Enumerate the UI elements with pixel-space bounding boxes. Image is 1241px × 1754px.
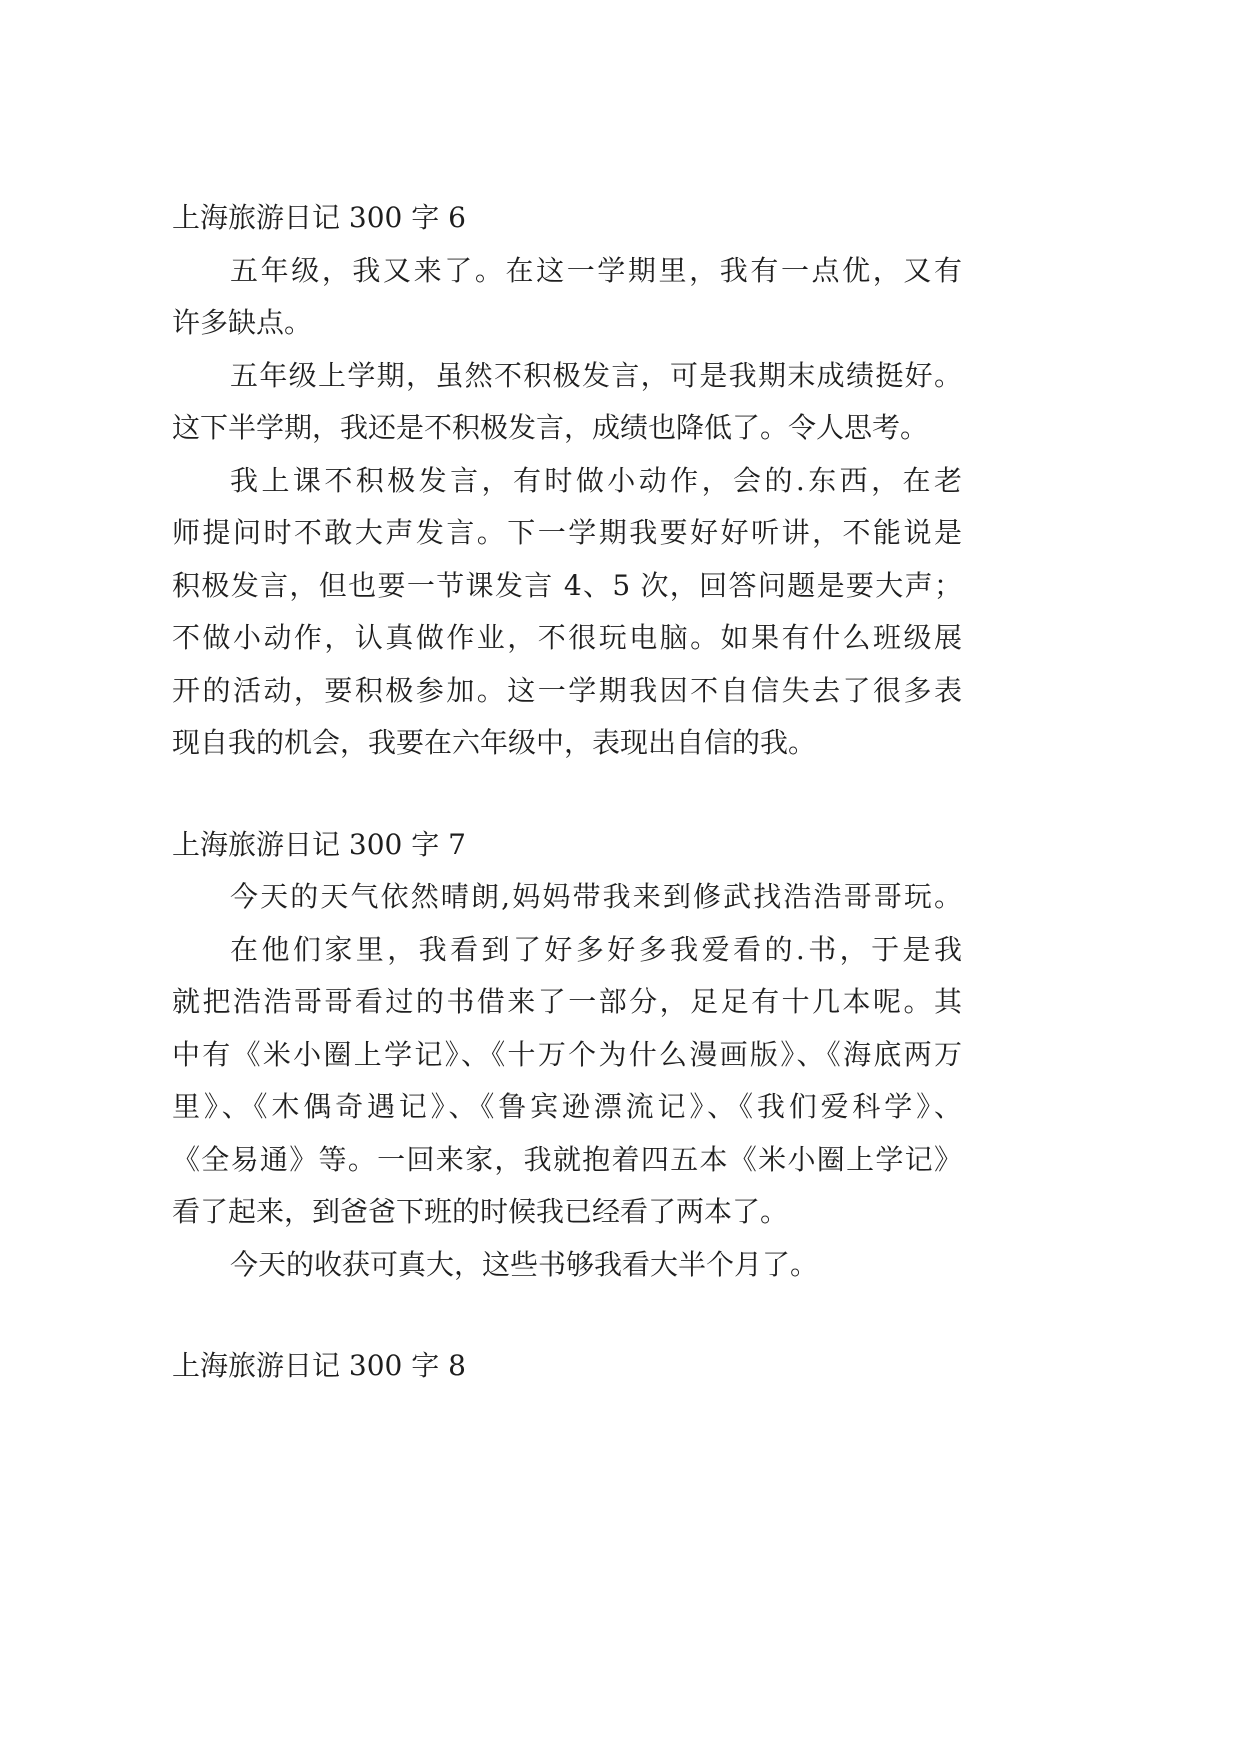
diary-section-7 bbox=[172, 819, 962, 1292]
text-line: 今天的天气依然晴朗,妈妈带我来到修武找浩浩哥哥玩。 bbox=[230, 880, 962, 913]
text-line: 现自我的机会，我要在六年级中，表现出自信的我。 bbox=[172, 726, 817, 759]
section-heading: 上海旅游日记 300 字 7 bbox=[172, 827, 466, 861]
text-line: 我上课不积极发言，有时做小动作，会的.东西，在老 bbox=[230, 463, 962, 497]
diary-section-6 bbox=[172, 192, 962, 770]
text-line: 在他们家里，我看到了好多好多我爱看的.书，于是我 bbox=[230, 932, 962, 966]
text-line: 开的活动，要积极参加。这一学期我因不自信失去了很多表 bbox=[172, 673, 962, 707]
text-line: 五年级，我又来了。在这一学期里，我有一点优，又有 bbox=[230, 253, 962, 287]
paragraph bbox=[172, 871, 962, 924]
text-line: 就把浩浩哥哥看过的书借来了一部分，足足有十几本呢。其 bbox=[172, 985, 962, 1018]
text-line: 《全易通》等。一回来家，我就抱着四五本《米小圈上学记》 bbox=[172, 1142, 962, 1176]
text-line: 里》、《木偶奇遇记》、《鲁宾逊漂流记》、《我们爱科学》、 bbox=[172, 1090, 962, 1123]
section-heading: 上海旅游日记 300 字 6 bbox=[172, 201, 466, 234]
text-line: 中有《米小圈上学记》、《十万个为什么漫画版》、《海底两万 bbox=[172, 1037, 962, 1071]
paragraph bbox=[172, 924, 962, 1239]
paragraph bbox=[172, 245, 962, 350]
text-line: 师提问时不敢大声发言。下一学期我要好好听讲，不能说是 bbox=[172, 516, 962, 549]
text-line: 不做小动作，认真做作业，不很玩电脑。如果有什么班级展 bbox=[172, 621, 962, 654]
text-line: 看了起来，到爸爸下班的时候我已经看了两本了。 bbox=[172, 1195, 789, 1228]
paragraph bbox=[172, 455, 962, 770]
text-line: 今天的收获可真大，这些书够我看大半个月了。 bbox=[230, 1247, 819, 1281]
paragraph bbox=[172, 350, 962, 455]
text-line: 积极发言，但也要一节课发言 4、5 次，回答问题是要大声； bbox=[172, 568, 962, 602]
diary-section-8 bbox=[172, 1340, 962, 1393]
section-heading: 上海旅游日记 300 字 8 bbox=[172, 1349, 466, 1382]
text-line: 许多缺点。 bbox=[172, 306, 313, 339]
document-body bbox=[172, 192, 962, 1442]
text-line: 这下半学期，我还是不积极发言，成绩也降低了。令人思考。 bbox=[172, 411, 929, 444]
text-line: 五年级上学期，虽然不积极发言，可是我期末成绩挺好。 bbox=[230, 358, 962, 392]
paragraph bbox=[172, 1239, 962, 1292]
